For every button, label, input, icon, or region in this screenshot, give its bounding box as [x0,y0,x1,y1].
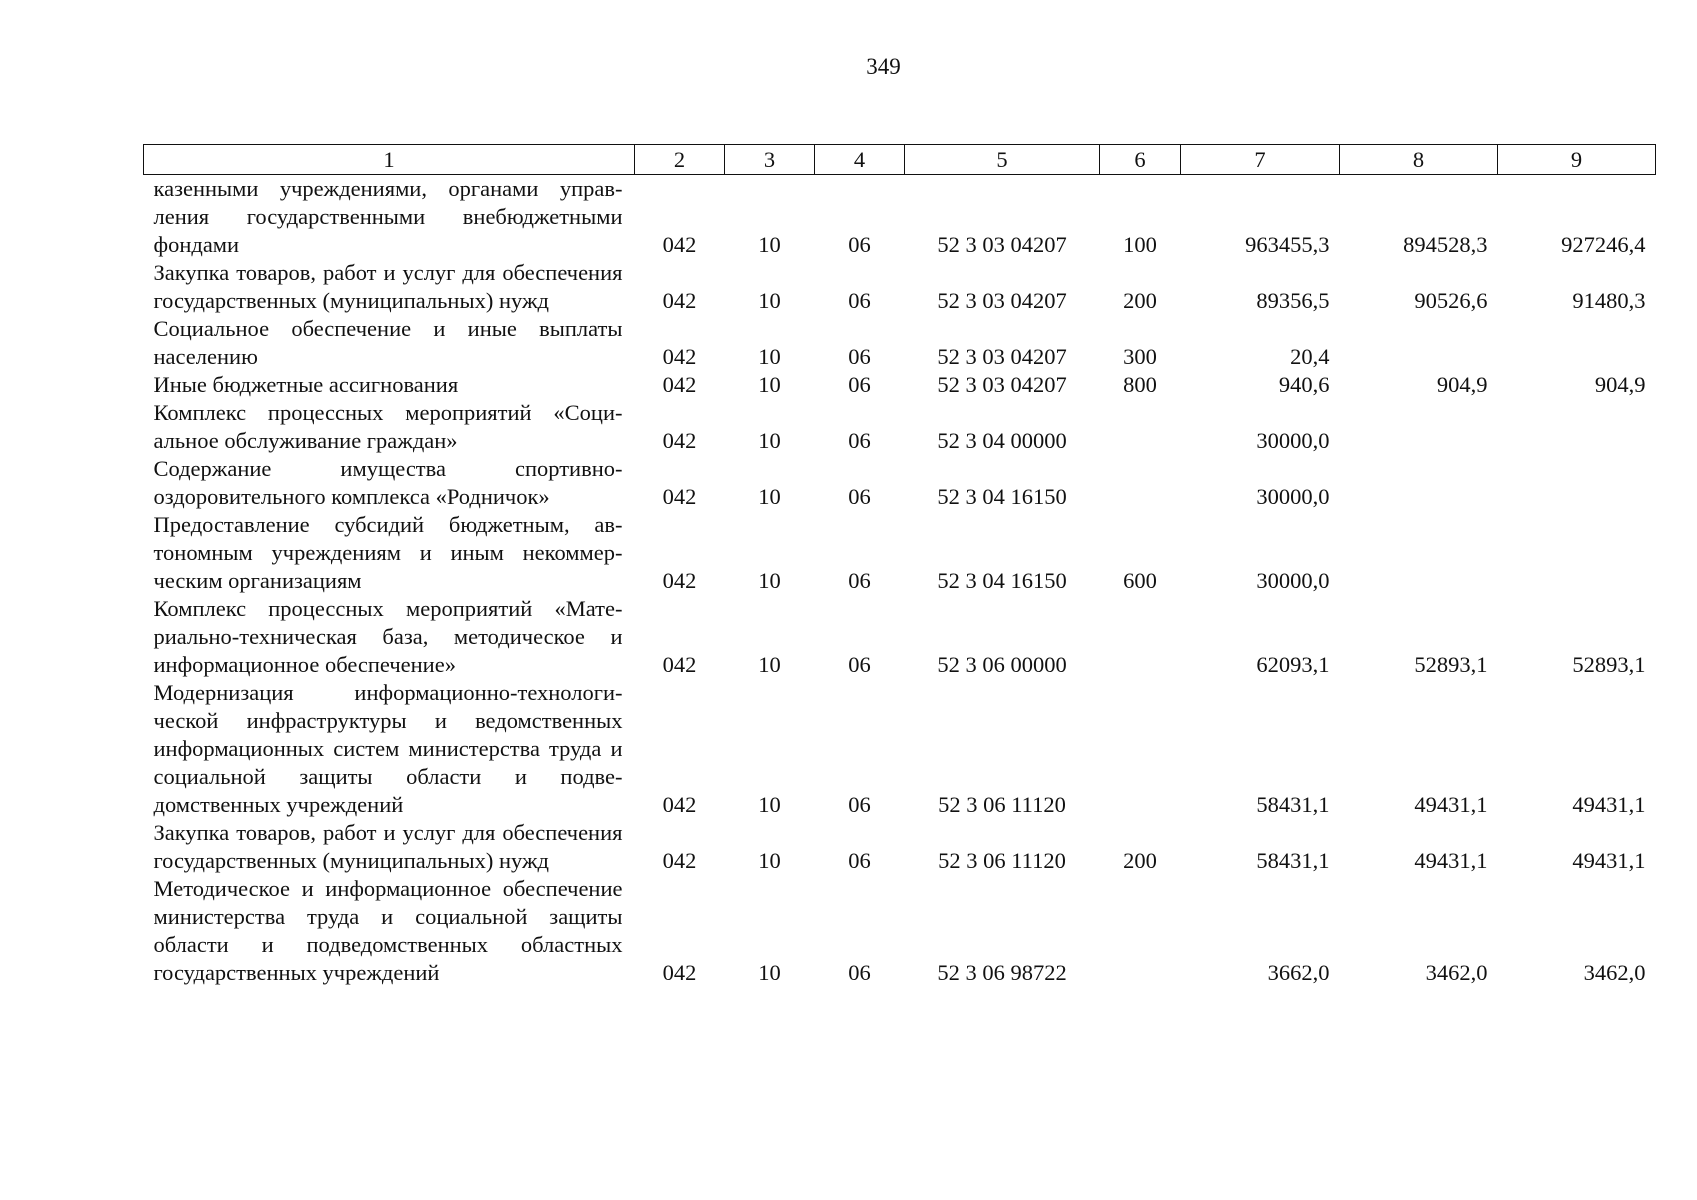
row-rz: 10 [758,232,781,257]
row-pr: 06 [848,232,871,257]
table-row [144,399,1656,455]
row-vr: 200 [1123,848,1157,873]
row-name: Методическое и информационное обеспечение министерства труда и социальной защиты области и подведомственных областных государственных учреждений [153,876,623,985]
row-pr: 06 [848,848,871,873]
row-name: Комплекс процессных мероприятий «Социальное обслуживание граждан» [153,400,623,453]
row-name: Модернизация информационно-технологической инфраструктуры и ведомственных информационных систем министерства труда и социальной защиты области и подведомственных учреждений [153,680,623,817]
row-value-9: 3462,0 [1583,960,1646,985]
row-value-9 [1498,455,1656,511]
row-csr: 52 3 06 00000 [937,652,1067,677]
table-row [144,455,1656,511]
row-vr: 200 [1123,288,1157,313]
header-col-6: 6 [1100,145,1181,175]
row-ved: 042 [662,568,697,593]
table-row [144,511,1656,595]
header-col-7: 7 [1181,145,1340,175]
row-value-7: 58431,1 [1256,848,1330,873]
row-name: Закупка товаров, работ и услуг для обеспечения государственных (муниципальных) нужд [153,820,623,873]
row-ved: 042 [662,232,697,257]
header-col-8: 8 [1340,145,1498,175]
header-col-1: 1 [144,145,635,175]
row-value-9: 91480,3 [1572,288,1646,313]
row-csr: 52 3 03 04207 [937,288,1067,313]
table-row [144,371,1656,399]
row-name: Комплекс процессных мероприятий «Материально-техническая база, методическое и информационное обеспечение» [153,596,623,677]
row-value-7: 62093,1 [1256,652,1330,677]
row-name: Содержание имущества спортивно-оздоровительного комплекса «Родничок» [153,456,623,509]
row-value-8 [1340,455,1498,511]
row-value-7: 30000,0 [1256,428,1330,453]
row-value-9: 49431,1 [1572,848,1646,873]
row-value-7: 940,6 [1278,372,1330,397]
row-ved: 042 [662,344,697,369]
row-ved: 042 [662,288,697,313]
row-value-9 [1498,315,1656,371]
row-vr: 300 [1123,344,1157,369]
header-col-9: 9 [1498,145,1656,175]
row-value-8: 3462,0 [1425,960,1488,985]
row-vr: 600 [1123,568,1157,593]
table-row [144,875,1656,987]
row-rz: 10 [758,428,781,453]
table-row [144,259,1656,315]
row-vr [1100,875,1181,987]
table-row [144,315,1656,371]
row-value-7: 3662,0 [1267,960,1330,985]
row-pr: 06 [848,288,871,313]
row-vr [1100,595,1181,679]
row-vr: 100 [1123,232,1157,257]
table-row [144,175,1656,260]
row-rz: 10 [758,372,781,397]
row-value-7: 30000,0 [1256,568,1330,593]
row-csr: 52 3 06 11120 [938,848,1066,873]
row-value-8: 49431,1 [1414,848,1488,873]
row-value-9: 49431,1 [1572,792,1646,817]
row-pr: 06 [848,484,871,509]
row-ved: 042 [662,428,697,453]
row-value-9 [1498,399,1656,455]
row-value-7: 89356,5 [1256,288,1330,313]
row-pr: 06 [848,960,871,985]
row-value-8: 904,9 [1436,372,1488,397]
header-col-2: 2 [635,145,725,175]
row-csr: 52 3 06 11120 [938,792,1066,817]
row-ved: 042 [662,484,697,509]
row-value-8: 894528,3 [1403,232,1488,257]
row-name: Предоставление субсидий бюджетным, автономным учреждениям и иным некоммерческим организациям [153,512,623,593]
table-row [144,679,1656,819]
row-rz: 10 [758,848,781,873]
row-value-7: 20,4 [1290,344,1330,369]
row-ved: 042 [662,372,697,397]
header-row [144,145,1656,175]
row-rz: 10 [758,344,781,369]
row-ved: 042 [662,792,697,817]
row-name: Закупка товаров, работ и услуг для обеспечения государственных (муниципальных) нужд [153,260,623,313]
row-name: Социальное обеспечение и иные выплаты населению [153,316,623,369]
row-value-8: 90526,6 [1414,288,1488,313]
header-col-5: 5 [905,145,1100,175]
row-rz: 10 [758,568,781,593]
row-value-9: 927246,4 [1561,232,1646,257]
page-number: 349 [866,54,901,79]
row-csr: 52 3 03 04207 [937,344,1067,369]
row-csr: 52 3 04 00000 [937,428,1067,453]
row-rz: 10 [758,792,781,817]
row-vr [1100,455,1181,511]
row-value-7: 30000,0 [1256,484,1330,509]
table-row [144,819,1656,875]
row-csr: 52 3 03 04207 [937,232,1067,257]
row-csr: 52 3 04 16150 [937,484,1067,509]
row-name: казенными учреждениями, органами управления государственными внебюджетными фондами [153,176,623,257]
row-rz: 10 [758,652,781,677]
row-value-8 [1340,399,1498,455]
row-pr: 06 [848,652,871,677]
row-value-8 [1340,511,1498,595]
row-rz: 10 [758,960,781,985]
row-vr [1100,679,1181,819]
row-ved: 042 [662,652,697,677]
row-value-9: 904,9 [1594,372,1646,397]
row-value-7: 58431,1 [1256,792,1330,817]
row-name: Иные бюджетные ассигнования [153,372,459,397]
row-ved: 042 [662,848,697,873]
row-csr: 52 3 04 16150 [937,568,1067,593]
row-vr: 800 [1123,372,1157,397]
table-row [144,595,1656,679]
row-value-9 [1498,511,1656,595]
header-col-4: 4 [815,145,905,175]
row-rz: 10 [758,288,781,313]
row-csr: 52 3 06 98722 [937,960,1067,985]
row-pr: 06 [848,428,871,453]
row-ved: 042 [662,960,697,985]
row-value-8: 52893,1 [1414,652,1488,677]
row-rz: 10 [758,484,781,509]
row-csr: 52 3 03 04207 [937,372,1067,397]
row-value-7: 963455,3 [1245,232,1330,257]
budget-table [143,144,1656,987]
row-vr [1100,399,1181,455]
row-pr: 06 [848,568,871,593]
row-value-8: 49431,1 [1414,792,1488,817]
row-pr: 06 [848,792,871,817]
row-pr: 06 [848,372,871,397]
row-value-9: 52893,1 [1572,652,1646,677]
row-pr: 06 [848,344,871,369]
row-value-8 [1340,315,1498,371]
header-col-3: 3 [725,145,815,175]
